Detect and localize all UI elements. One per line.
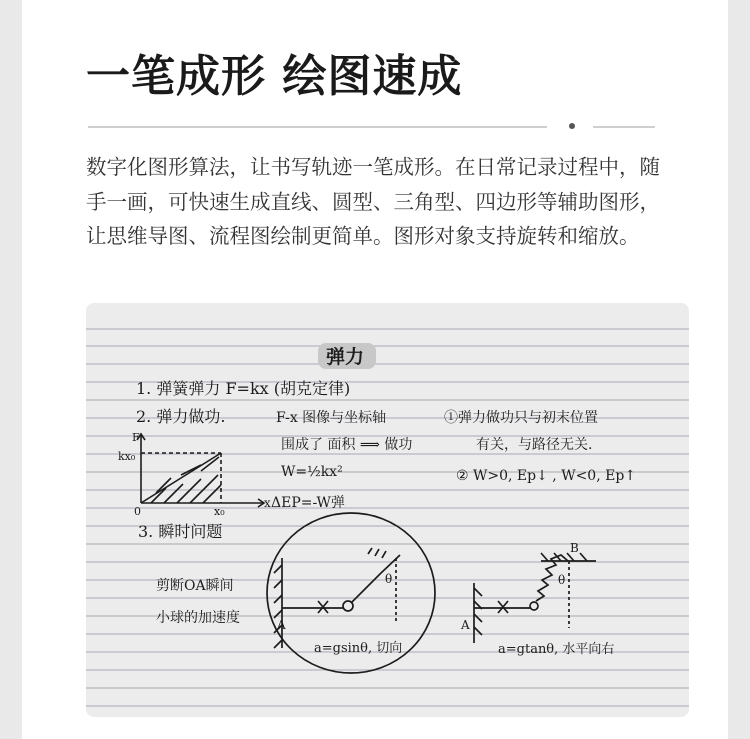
title-divider xyxy=(88,126,547,128)
graph-x-label: x xyxy=(264,496,271,510)
note-canvas xyxy=(86,303,689,717)
note-line-2c: 围成了 面积 ⟹ 做功 xyxy=(281,437,413,453)
note-heading: 弹力 xyxy=(326,346,365,368)
note-line-2b: F-x 图像与坐标轴 xyxy=(276,410,387,426)
title-divider-right xyxy=(593,126,655,128)
note-line-2e: ΔEP=-W弹 xyxy=(271,495,345,511)
left-note-1: 剪断OA瞬间 xyxy=(156,578,234,594)
note-line-3: 3. 瞬时问题 xyxy=(138,522,223,541)
divider-dot xyxy=(569,123,575,129)
graph-kx0-label: kx₀ xyxy=(118,450,136,463)
page-title: 一笔成形 绘图速成 xyxy=(86,51,463,102)
note-line-2: 2. 弹力做功. xyxy=(136,407,226,426)
content-card xyxy=(22,0,728,739)
note-right-1: ①弹力做功只与初末位置 xyxy=(444,410,598,426)
angle-label-right: θ xyxy=(558,573,566,587)
left-note-2: 小球的加速度 xyxy=(156,610,240,626)
note-right-2: 有关，与路径无关. xyxy=(476,437,593,453)
graph-x0-label: x₀ xyxy=(214,505,225,518)
handwritten-note-sample xyxy=(86,303,689,717)
point-b: B xyxy=(570,541,579,555)
point-a-right: A xyxy=(461,618,470,632)
force-displacement-graph xyxy=(137,434,264,507)
point-a-left: A xyxy=(277,618,286,632)
formula-1: a=gsinθ, 切向 xyxy=(314,641,403,656)
note-line-2d: W=½kx² xyxy=(281,464,343,480)
note-line-1: 1. 弹簧弹力 F=kx (胡克定律) xyxy=(136,379,351,398)
formula-2: a=gtanθ, 水平向右 xyxy=(498,642,615,657)
graph-origin-label: 0 xyxy=(134,505,141,518)
angle-label-left: θ xyxy=(385,572,393,586)
feature-description: 数字化图形算法，让书写轨迹一笔成形。在日常记录过程中，随手一画，可快速生成直线、圆型、三角型、四边形等辅助图形，让思维导图、流程图绘制更简单。图形对象支持旋转和缩放。 xyxy=(86,155,660,248)
note-right-3: ② W>0, Ep↓ , W<0, Ep↑ xyxy=(456,468,637,484)
graph-f-label: F xyxy=(132,431,140,444)
